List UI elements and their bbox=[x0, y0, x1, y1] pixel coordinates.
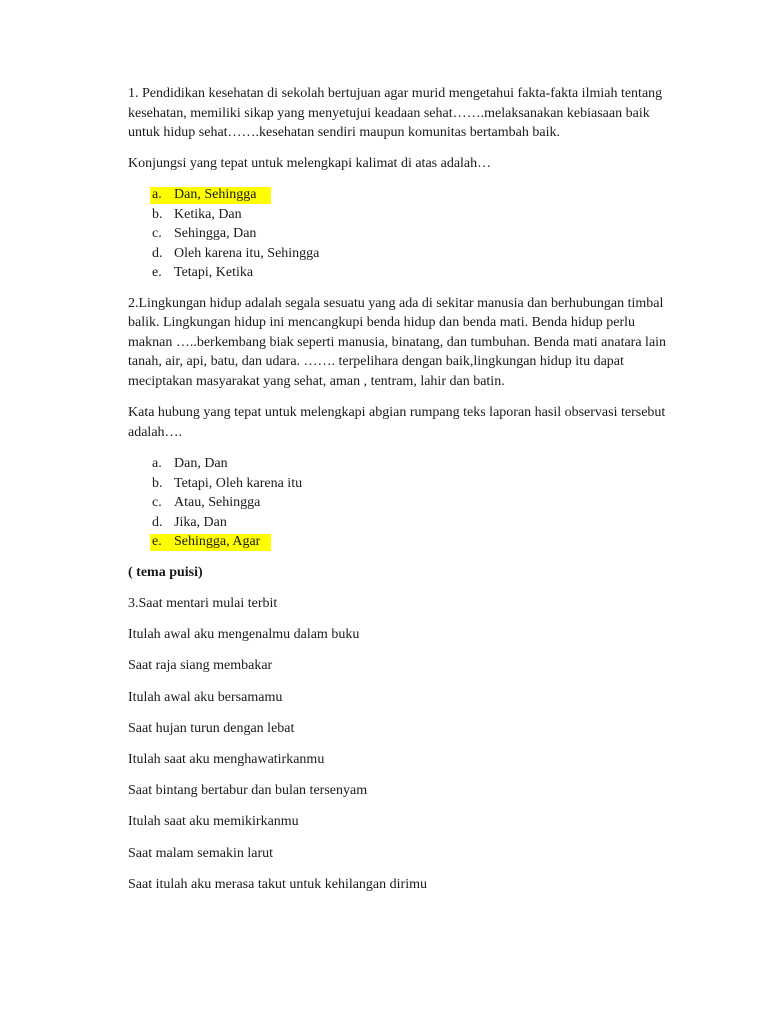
option-text: Atau, Sehingga bbox=[174, 495, 261, 510]
option-text: Tetapi, Oleh karena itu bbox=[174, 475, 303, 491]
option-text: Sehingga, Dan bbox=[174, 226, 257, 241]
option-item bbox=[128, 454, 676, 474]
option-text: Dan, Dan bbox=[174, 456, 228, 471]
option-text: Sehingga, Agar bbox=[174, 534, 261, 549]
option-text: Ketika, Dan bbox=[174, 206, 242, 222]
poem-line: Itulah saat aku memikirkanmu bbox=[128, 814, 299, 830]
poem-line: Itulah awal aku mengenalmu dalam buku bbox=[128, 627, 360, 643]
question-1-prompt: Konjungsi yang tepat untuk melengkapi kalimat di atas adalah… bbox=[128, 155, 492, 171]
poem-line: 3.Saat mentari mulai terbit bbox=[128, 596, 278, 611]
poem-line: Itulah awal aku bersamamu bbox=[128, 689, 283, 705]
option-item bbox=[128, 513, 676, 533]
question-2-options bbox=[128, 454, 676, 552]
option-text: Dan, Sehingga bbox=[174, 187, 257, 202]
poem-line: Saat malam semakin larut bbox=[128, 845, 274, 861]
option-item bbox=[128, 224, 676, 244]
question-1-options bbox=[128, 185, 676, 283]
option-item bbox=[128, 474, 676, 494]
option-text: Oleh karena itu, Sehingga bbox=[174, 245, 320, 261]
option-text: Jika, Dan bbox=[174, 514, 227, 530]
document-page bbox=[128, 84, 676, 906]
option-letter: c. bbox=[152, 495, 162, 510]
option-letter: d. bbox=[152, 245, 163, 261]
option-item bbox=[128, 532, 676, 552]
poem-line: Saat itulah aku merasa takut untuk kehilangan dirimu bbox=[128, 876, 427, 892]
poem bbox=[128, 594, 676, 894]
question-2-text: 2.Lingkungan hidup adalah segala sesuatu yang ada di sekitar manusia dan berhubungan timbal balik. Lingkungan hidup ini mencangkupi benda hidup dan benda mati. Benda hidup perlu maknan …..berkembang biak seperti manusia, binatang, dan tumbuhan. Benda mati anatara lain tanah, air, api, batu, dan udara. ……. terpelihara dengan baik,lingkungan hidup itu dapat meciptakan masyarakat yang sehat, aman , tentram, lahir dan batin. bbox=[128, 295, 667, 389]
option-item bbox=[128, 185, 676, 205]
option-letter: e. bbox=[152, 534, 162, 549]
option-letter: c. bbox=[152, 226, 162, 241]
poem-line: Saat raja siang membakar bbox=[128, 658, 273, 674]
poem-line: Itulah saat aku menghawatirkanmu bbox=[128, 751, 325, 767]
option-item bbox=[128, 244, 676, 264]
option-text: Tetapi, Ketika bbox=[174, 265, 254, 280]
option-letter: a. bbox=[152, 187, 162, 202]
option-item bbox=[128, 263, 676, 283]
option-letter: a. bbox=[152, 456, 162, 471]
option-item bbox=[128, 205, 676, 225]
option-letter: e. bbox=[152, 265, 162, 280]
poem-line: Saat hujan turun dengan lebat bbox=[128, 720, 295, 736]
option-letter: d. bbox=[152, 514, 163, 530]
option-letter: b. bbox=[152, 206, 163, 222]
poem-line: Saat bintang bertabur dan bulan tersenyam bbox=[128, 783, 368, 799]
section-title: ( tema puisi) bbox=[128, 564, 203, 580]
option-item bbox=[128, 493, 676, 513]
question-1-text: 1. Pendidikan kesehatan di sekolah bertujuan agar murid mengetahui fakta-fakta ilmiah tentang kesehatan, memiliki sikap yang menyetujui keadaan sehat…….melaksanakan kebiasaan baik untuk hidup sehat…….kesehatan sendiri maupun komunitas bertambah baik. bbox=[128, 86, 663, 140]
question-2-prompt: Kata hubung yang tepat untuk melengkapi abgian rumpang teks laporan hasil observasi tersebut adalah…. bbox=[128, 405, 666, 440]
option-letter: b. bbox=[152, 475, 163, 491]
